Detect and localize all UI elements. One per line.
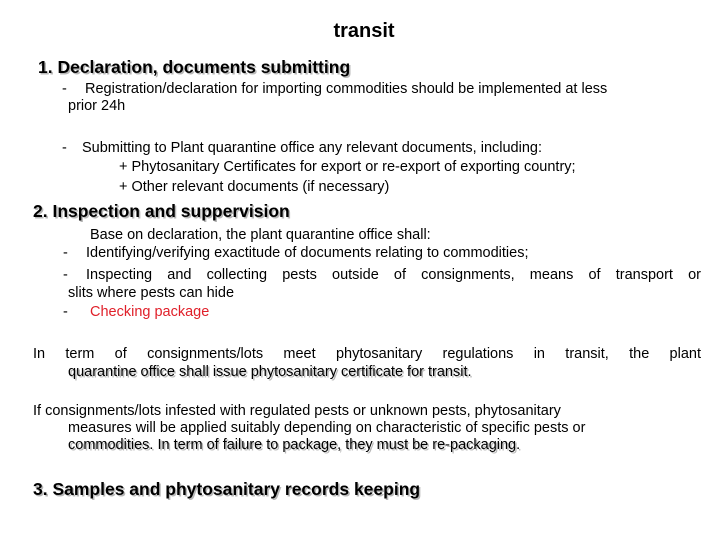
- section1-item1-text: Registration/declaration for importing commodities should be implemented at less: [85, 81, 608, 97]
- paragraph2-line3: commodities. In term of failure to package, they must be re-packaging.: [68, 437, 521, 453]
- paragraph1-line2: quarantine office shall issue phytosanitary certificate for transit.: [68, 364, 472, 380]
- section1-subitem-1: + Phytosanitary Certificates for export or re-export of exporting country;: [119, 159, 576, 175]
- section2-heading: 2. Inspection and suppervision: [33, 201, 290, 221]
- section1-heading: 1. Declaration, documents submitting: [38, 57, 351, 77]
- section1-subitem-2: + Other relevant documents (if necessary): [119, 179, 390, 195]
- section1-item2-text: Submitting to Plant quarantine office any relevant documents, including:: [82, 140, 542, 156]
- paragraph1-line1: In term of consignments/lots meet phytosanitary regulations in transit, the plant: [33, 346, 701, 362]
- section1-item1-continuation: prior 24h: [68, 98, 126, 114]
- section2-item2-text: Inspecting and collecting pests outside of consignments, means of transport or: [86, 267, 701, 283]
- section2-item2-dash: -: [63, 267, 68, 283]
- section2-item3-text: Checking package: [90, 304, 210, 320]
- section2-intro: Base on declaration, the plant quarantine office shall:: [90, 227, 431, 243]
- section1-item1-dash: -: [62, 81, 67, 97]
- section1-item2-dash: -: [62, 140, 67, 156]
- section2-item2-continuation: slits where pests can hide: [68, 285, 235, 301]
- slide-title: transit: [333, 20, 395, 42]
- section2-item1-text: Identifying/verifying exactitude of documents relating to commodities;: [86, 245, 529, 261]
- paragraph2-line2: measures will be applied suitably depending on characteristic of specific pests or: [68, 420, 586, 436]
- section2-item1-dash: -: [63, 245, 68, 261]
- section2-item3-dash: -: [63, 304, 68, 320]
- paragraph2-line1: If consignments/lots infested with regulated pests or unknown pests, phytosanitary: [33, 403, 561, 419]
- section3-heading: 3. Samples and phytosanitary records keeping: [33, 479, 421, 499]
